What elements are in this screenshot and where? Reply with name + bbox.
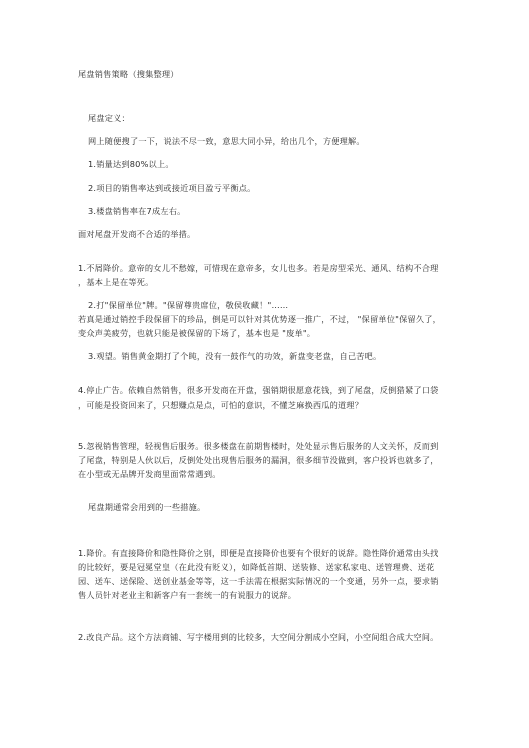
definition-item: 1.销量达到80%以上。 xyxy=(88,159,174,169)
methods-intro: 尾盘期通常会用到的一些措施。 xyxy=(88,502,206,512)
definition-item: 2.项目的销售率达到或接近项目盈亏平衡点。 xyxy=(88,183,256,193)
method-line: 1.降价。有直接降价和隐性降价之别，即便是直接降价也要有个很好的说辞。隐性降价通常由头找 xyxy=(78,548,439,558)
problem-line: 3.观望。销售黄金期打了个盹，没有一鼓作气的功效，新盘变老盘，自己苦吧。 xyxy=(88,351,382,361)
problems-intro: 面对尾盘开发商不合适的举措。 xyxy=(78,229,196,239)
method-line: 的比较好，要是冠冕堂皇（在此没有贬义），如降低首期、送装修、送家私家电、送管理费、送花 xyxy=(78,562,435,572)
problem-line: 1.不屑降价。意帝的女儿不愁嫁，可惜现在意帝多，女儿也多。若是房型采光、通风、结构不合理 xyxy=(78,263,439,273)
document-title: 尾盘销售策略（搜集整理） xyxy=(78,69,179,79)
method-line: 园、送车、送保险、送创业基金等等，这一手法需在根据实际情况的一个变通，另外一点，要求销 xyxy=(78,576,439,586)
problem-line: 了尾盘，特别是人伙以后，反倒处处出现售后服务的漏洞，很多细节没做到，客户投诉也就多了， xyxy=(78,455,439,465)
problem-line: 变众声美疲劳，也就只能是被保留的下场了，基本也是 "废单"。 xyxy=(78,328,316,338)
problem-line: 若真是通过销控手段保留下的珍品，倒是可以针对其优势逐一推广，不过， "保留单位"保留久了， xyxy=(78,314,442,324)
method-line: 售人员针对老业主和新客户有一套统一的有说服力的说辞。 xyxy=(78,590,297,600)
definition-heading: 尾盘定义： xyxy=(88,113,130,123)
definition-item: 3.楼盘销售率在7成左右。 xyxy=(88,206,186,216)
problem-line: 4.停止广告。依赖自然销售，很多开发商在开盘，强销期很愿意花钱，到了尾盘，反倒猎紧了口袋 xyxy=(78,385,439,395)
definition-text: 网上随便搜了一下，说法不尽一致，意思大同小异，给出几个，方便理解。 xyxy=(88,136,365,146)
problem-line: 5.忽视销售管理，轻视售后服务。很多楼盘在前期售楼时，处处显示售后服务的人文关怀，反而到 xyxy=(78,441,439,451)
problem-line: 在小型或无品牌开发商里面常常遇到。 xyxy=(78,469,221,479)
problem-line: ，基本上是在等死。 xyxy=(78,277,154,287)
problem-line: ，可能是投资回来了，只想赚点是点，可怕的意识，不懂芝麻换西瓜的道理？ xyxy=(78,400,364,410)
method-line: 2.改良产品。这个方法商铺、写字楼用到的比较多，大空间分割成小空间，小空间组合成大空间。 xyxy=(78,632,439,642)
problem-line: 2.打"保留单位"牌。"保留尊贵席位，敬侯收藏！"…… xyxy=(88,300,289,310)
